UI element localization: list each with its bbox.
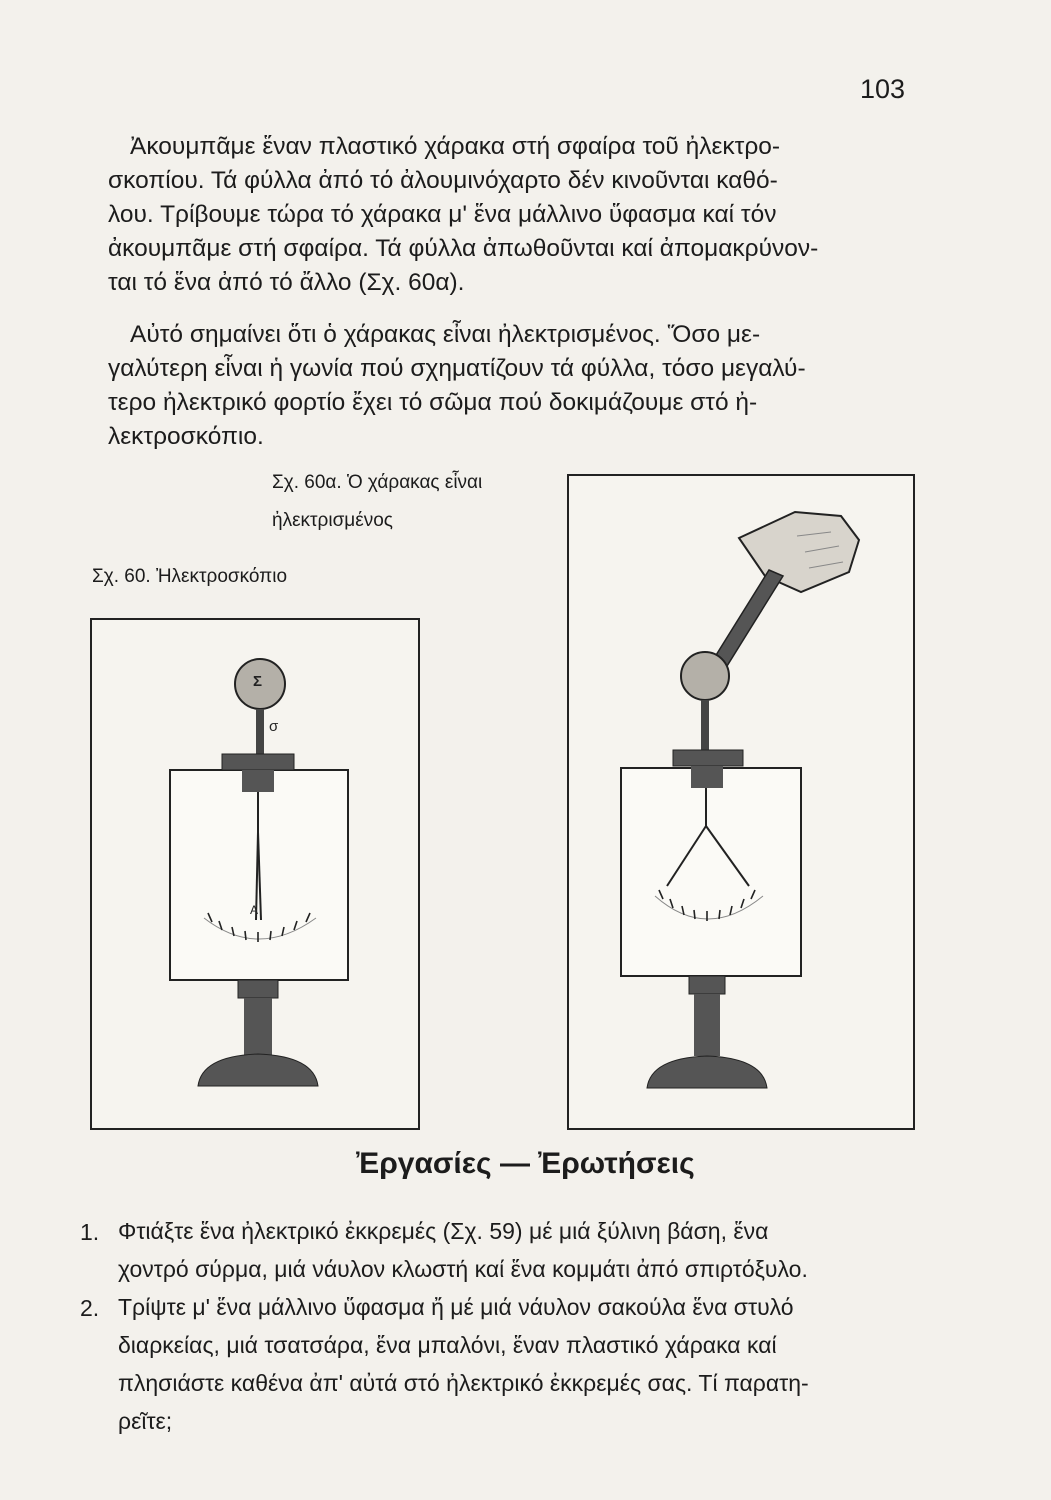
electroscope-illustration (92, 620, 418, 1128)
text-line: λου. Τρίβουμε τώρα τό χάρακα μ' ἕνα μάλλινο ὕφασμα καί τόν (108, 201, 777, 228)
question-2-text (118, 1288, 910, 1440)
figure-charged-ruler (567, 474, 915, 1130)
text-line: Φτιάξτε ἕνα ἠλεκτρικό ἐκκρεμές (Σχ. 59) μέ μιά ξύλινη βάση, ἕνα (118, 1218, 769, 1244)
leaf-mark: Α (250, 903, 259, 917)
text-line: σκοπίου. Τά φύλλα ἀπό τό ἀλουμινόχαρτο δέν κινοῦνται καθό- (108, 167, 778, 194)
text-line: πλησιάστε καθένα ἀπ' αὐτά στό ἠλεκτρικό ἐκκρεμές σας. Τί παρατη- (118, 1370, 809, 1396)
figure-electroscope (90, 618, 420, 1130)
charged-electroscope-illustration (569, 476, 913, 1128)
text-line: ἀκουμπᾶμε στή σφαίρα. Τά φύλλα ἀπωθοῦνται καί ἀπομακρύνον- (108, 235, 819, 262)
text-line: διαρκείας, μιά τσατσάρα, ἕνα μπαλόνι, ἕναν πλαστικό χάρακα καί (118, 1332, 777, 1358)
caption-fig60: Σχ. 60. Ἠλεκτροσκόπιο (92, 566, 288, 587)
paragraph-2 (108, 318, 908, 454)
question-1-text (118, 1212, 910, 1288)
page-number: 103 (860, 74, 906, 104)
question-1-number: 1. (80, 1219, 100, 1245)
text-line: χοντρό σύρμα, μιά νάυλον κλωστή καί ἕνα κομμάτι ἀπό σπιρτόξυλο. (118, 1256, 808, 1282)
caption-fig60a-line2: ἠλεκτρισμένος (272, 510, 393, 531)
text-line: ρεῖτε; (118, 1408, 173, 1434)
text-line: λεκτροσκόπιο. (108, 423, 264, 450)
paragraph-1 (108, 130, 908, 300)
text-line: γαλύτερη εἶναι ἡ γωνία πού σχηματίζουν τά φύλλα, τόσο μεγαλύ- (108, 355, 806, 382)
question-2-number: 2. (80, 1295, 100, 1321)
text-line: Τρίψτε μ' ἕνα μάλλινο ὕφασμα ἤ μέ μιά νάυλον σακούλα ἕνα στυλό (118, 1294, 794, 1320)
rod-mark: σ (269, 718, 279, 735)
text-line: Ἀκουμπᾶμε ἕναν πλαστικό χάρακα στή σφαίρα τοῦ ἠλεκτρο- (130, 133, 781, 160)
text-line: τερο ἠλεκτρικό φορτίο ἔχει τό σῶμα πού δοκιμάζουμε στό ἠ- (108, 389, 758, 416)
text-line: ται τό ἕνα ἀπό τό ἄλλο (Σχ. 60α). (108, 269, 465, 296)
caption-fig60a-line1: Σχ. 60α. Ὁ χάρακας εἶναι (272, 472, 483, 493)
sphere-mark: Σ (253, 673, 263, 690)
text-line: Αὐτό σημαίνει ὅτι ὁ χάρακας εἶναι ἠλεκτρισμένος. Ὅσο με- (130, 321, 761, 348)
section-title: Ἐργασίες — Ἐρωτήσεις (356, 1147, 695, 1180)
